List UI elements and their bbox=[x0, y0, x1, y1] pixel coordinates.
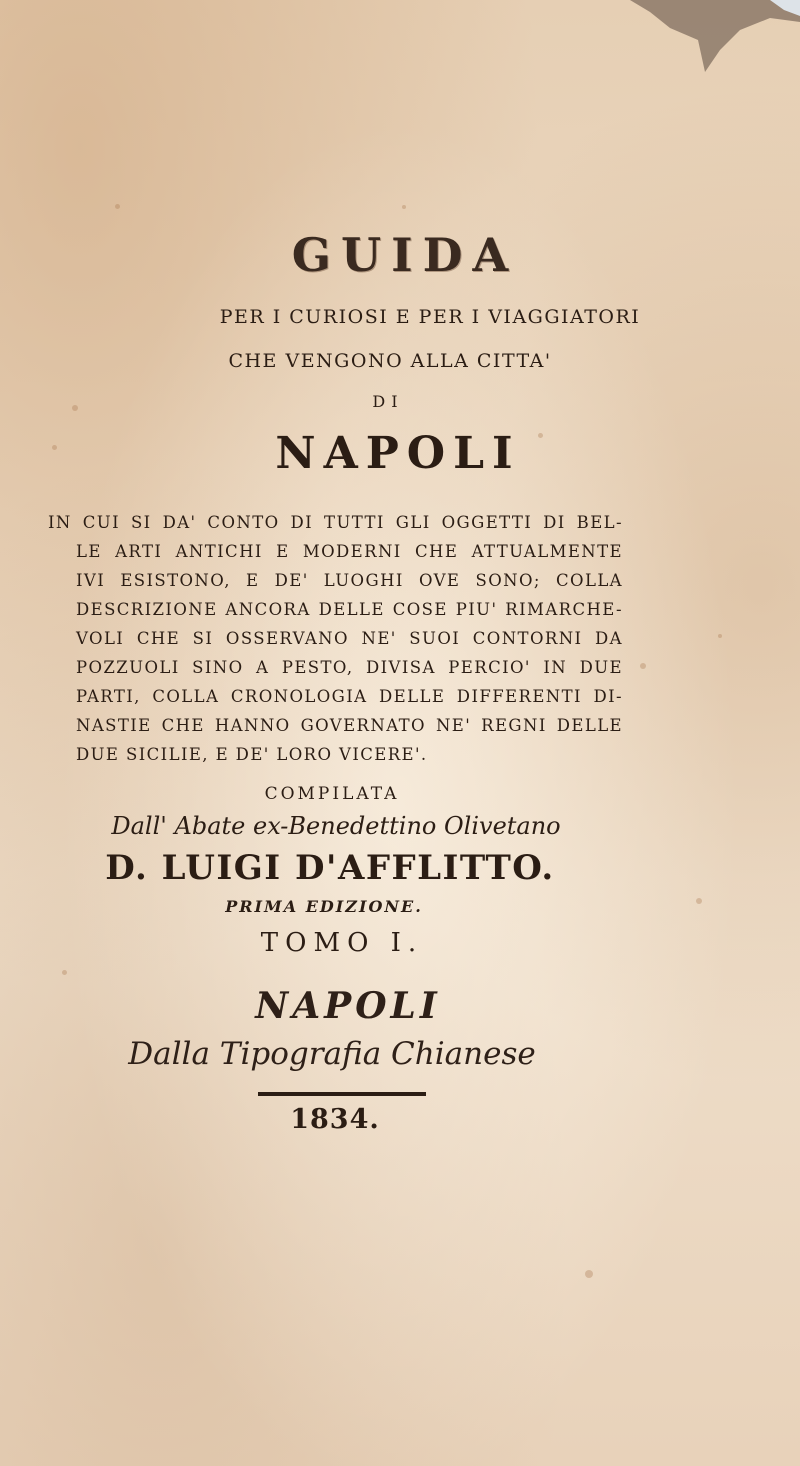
foxing-spot bbox=[585, 1270, 593, 1278]
compilata-label: COMPILATA bbox=[264, 784, 400, 804]
subtitle-line-3: DI bbox=[372, 392, 404, 411]
description-line: POZZUOLI SINO A PESTO, DIVISA PERCIO' IN DUE bbox=[76, 658, 623, 677]
foxing-spot bbox=[115, 204, 120, 209]
description-line: PARTI, COLLA CRONOLOGIA DELLE DIFFERENTI DI- bbox=[76, 687, 623, 706]
foxing-spot bbox=[402, 205, 406, 209]
volume-label: TOMO I. bbox=[260, 928, 424, 958]
imprint-city: NAPOLI bbox=[255, 985, 441, 1027]
foxing-spot bbox=[640, 663, 646, 669]
divider-rule bbox=[258, 1092, 426, 1096]
description-line: DUE SICILIE, E DE' LORO VICERE'. bbox=[76, 745, 428, 764]
edition-label: PRIMA EDIZIONE. bbox=[225, 897, 423, 916]
foxing-spot bbox=[62, 970, 67, 975]
author-name: D. LUIGI D'AFFLITTO. bbox=[105, 848, 555, 888]
torn-corner bbox=[570, 0, 800, 80]
description-line: IVI ESISTONO, E DE' LUOGHI OVE SONO; COLLA bbox=[76, 571, 623, 590]
book-title: GUIDA bbox=[291, 228, 519, 282]
description-line: LE ARTI ANTICHI E MODERNI CHE ATTUALMENTE bbox=[76, 542, 623, 561]
foxing-spot bbox=[718, 634, 722, 638]
compiler-role: Dall' Abate ex-Benedettino Olivetano bbox=[111, 812, 561, 840]
subtitle-line-1: PER I CURIOSI E PER I VIAGGIATORI bbox=[219, 306, 641, 328]
publication-year: 1834. bbox=[290, 1104, 380, 1135]
description-line: IN CUI SI DA' CONTO DI TUTTI GLI OGGETTI DI BEL- bbox=[48, 513, 623, 532]
printer-name: Dalla Tipografia Chianese bbox=[128, 1036, 536, 1072]
description-paragraph bbox=[48, 508, 623, 769]
description-line: DESCRIZIONE ANCORA DELLE COSE PIU' RIMARCHE- bbox=[76, 600, 623, 619]
city-title: NAPOLI bbox=[275, 428, 521, 479]
subtitle-line-2: CHE VENGONO ALLA CITTA' bbox=[228, 350, 552, 372]
description-line: NASTIE CHE HANNO GOVERNATO NE' REGNI DELLE bbox=[76, 716, 623, 735]
description-line: VOLI CHE SI OSSERVANO NE' SUOI CONTORNI DA bbox=[76, 629, 623, 648]
